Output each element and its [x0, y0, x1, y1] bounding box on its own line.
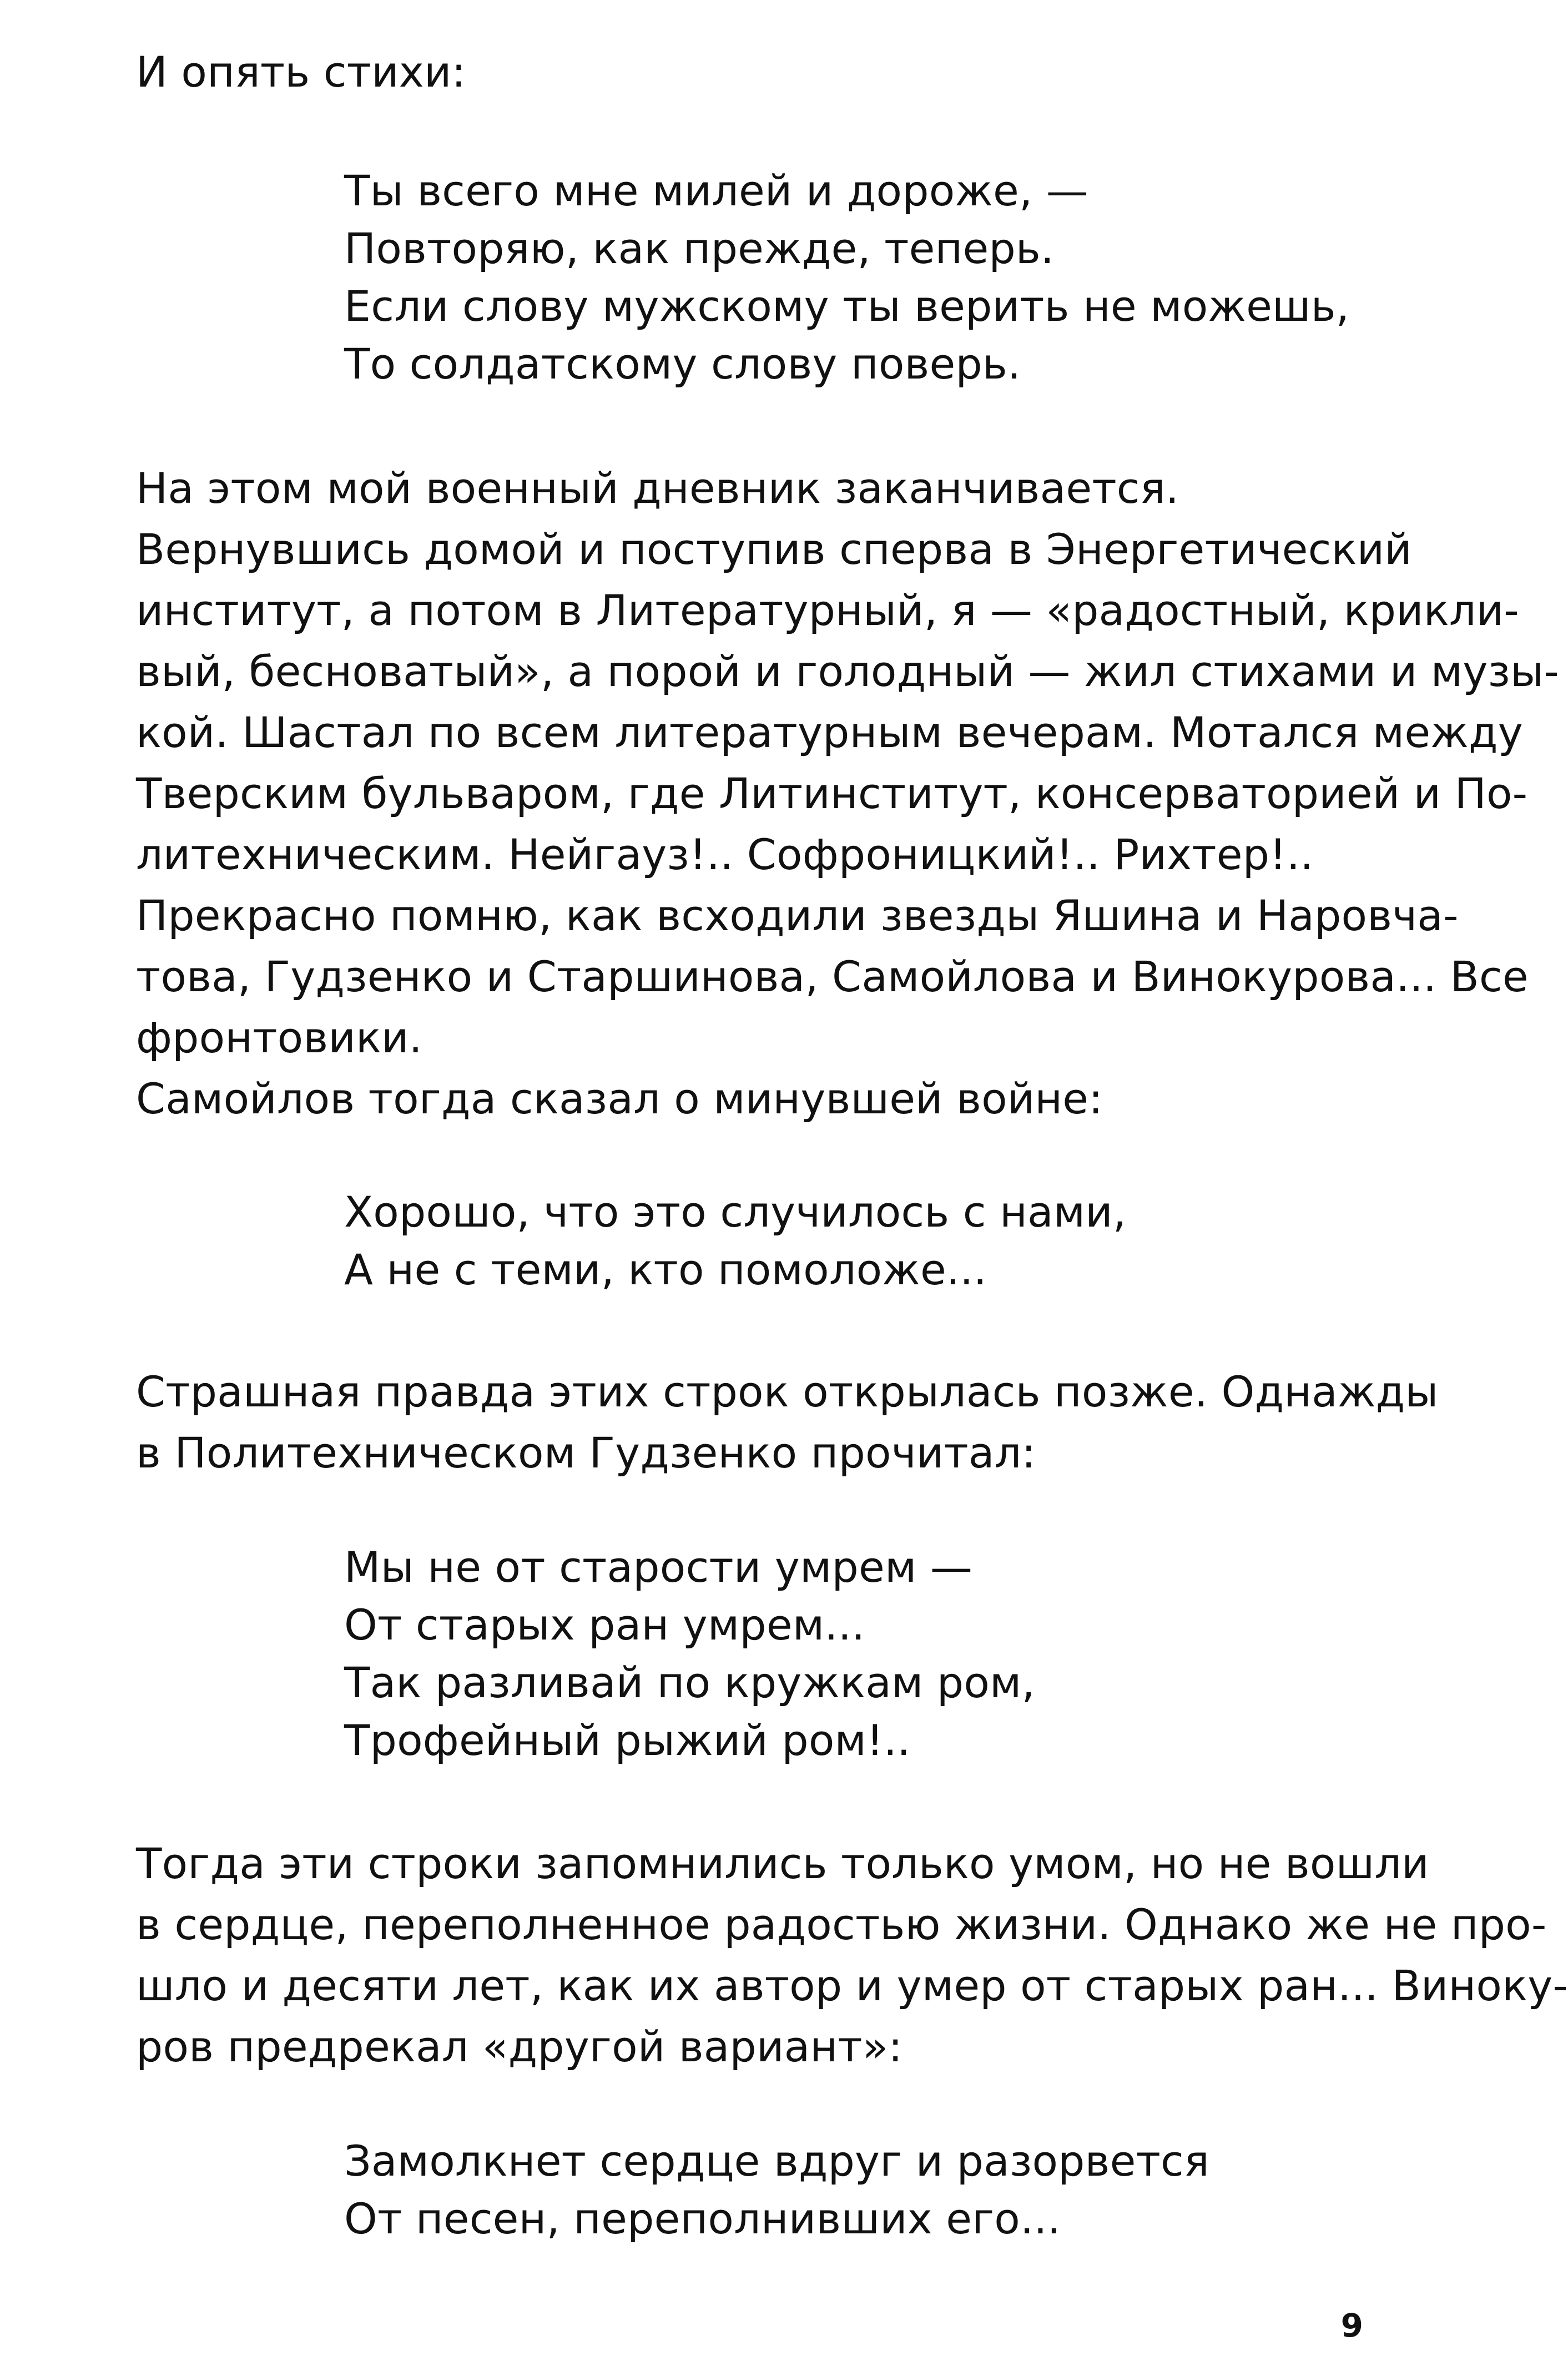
poem-2-line-1: Хорошо, что это случилось с нами, [344, 1187, 1127, 1237]
poem-4-line-1: Замолкнет сердце вдруг и разорвется [344, 2136, 1209, 2186]
poem-3-line-3: Так разливай по кружкам ром, [344, 1658, 1035, 1707]
paragraph-line: литехническим. Нейгауз!.. Софроницкий!.. Рихтер!.. [136, 830, 1314, 879]
poem-3-line-2: От старых ран умрем... [344, 1600, 865, 1649]
intro-line: И опять стихи: [136, 47, 466, 97]
paragraph-line: вый, бесноватый», а порой и голодный — жил стихами и музы- [136, 647, 1559, 696]
paragraph-line: кой. Шастал по всем литературным вечерам. Мотался между [136, 708, 1523, 757]
poem-1-line-4: То солдатскому слову поверь. [344, 339, 1021, 389]
paragraph-line: това, Гудзенко и Старшинова, Самойлова и Винокурова... Все [136, 952, 1529, 1001]
paragraph-line: ров предрекал «другой вариант»: [136, 2022, 903, 2071]
poem-4-line-2: От песен, переполнивших его... [344, 2194, 1061, 2243]
paragraph-line: институт, а потом в Литературный, я — «радостный, крикли- [136, 586, 1519, 635]
paragraph-line: Прекрасно помню, как всходили звезды Яшина и Наровча- [136, 891, 1459, 940]
paragraph-line: Тверским бульваром, где Литинститут, консерваторией и По- [136, 769, 1528, 818]
paragraph-line: На этом мой военный дневник заканчивается. [136, 463, 1179, 513]
paragraph-line: Самойлов тогда сказал о минувшей войне: [136, 1074, 1103, 1123]
paragraph-line: в Политехническом Гудзенко прочитал: [136, 1428, 1036, 1477]
paragraph-line: шло и десяти лет, как их автор и умер от старых ран... Виноку- [136, 1961, 1568, 2010]
poem-3-line-4: Трофейный рыжий ром!.. [344, 1716, 911, 1765]
poem-2-line-2: А не с теми, кто помоложе... [344, 1245, 987, 1294]
page-number: 9 [1340, 2307, 1363, 2344]
poem-1-line-1: Ты всего мне милей и дороже, — [344, 166, 1088, 215]
poem-1-line-3: Если слову мужскому ты верить не можешь, [344, 281, 1350, 331]
paragraph-line: Страшная правда этих строк открылась позже. Однажды [136, 1367, 1439, 1416]
paragraph-line: Вернувшись домой и поступив сперва в Энергетический [136, 524, 1412, 574]
paragraph-line: в сердце, переполненное радостью жизни. Однако же не про- [136, 1900, 1547, 1949]
poem-1-line-2: Повторяю, как прежде, теперь. [344, 224, 1055, 273]
poem-3-line-1: Мы не от старости умрем — [344, 1542, 973, 1592]
paragraph-line: фронтовики. [136, 1013, 423, 1062]
paragraph-line: Тогда эти строки запомнились только умом, но не вошли [136, 1839, 1429, 1888]
